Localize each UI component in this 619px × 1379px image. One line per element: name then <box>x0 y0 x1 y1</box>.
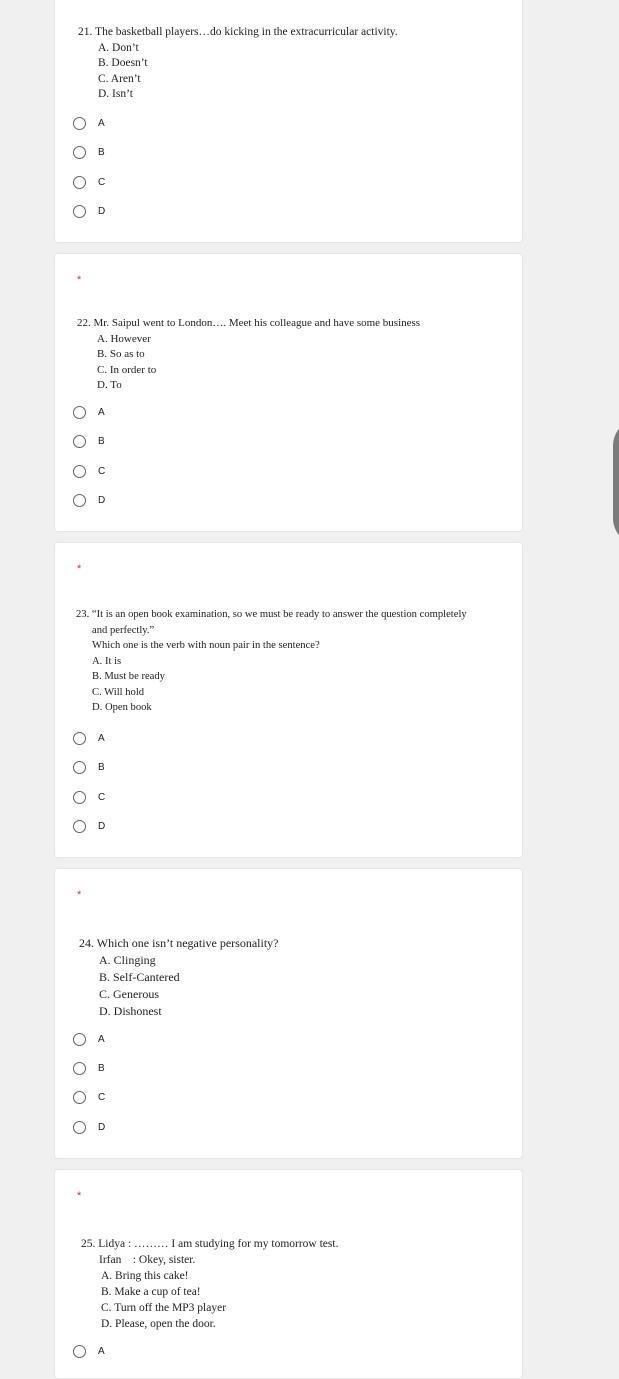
radio-circle-icon[interactable] <box>73 761 86 774</box>
radio-circle-icon[interactable] <box>73 406 86 419</box>
choice-line: D. To <box>97 379 122 391</box>
radio-option-a[interactable] <box>73 402 105 422</box>
radio-option-a[interactable] <box>73 113 105 133</box>
question-prompt: 24. Which one isn’t negative personality? <box>79 936 279 950</box>
radio-option-d[interactable] <box>73 816 105 836</box>
choice-line: B. So as to <box>97 348 145 360</box>
choice-line: C. Generous <box>99 987 159 1001</box>
question-card-22 <box>54 253 523 532</box>
radio-option-d[interactable] <box>73 201 105 221</box>
question-prompt: 21. The basketball players…do kicking in the extracurricular activity. <box>78 26 398 38</box>
question-prompt: 23. “It is an open book examination, so we must be ready to answer the question completely <box>76 609 467 620</box>
required-asterisk: * <box>77 889 82 901</box>
choice-line: D. Dishonest <box>99 1004 162 1018</box>
choice-line: A. However <box>97 332 151 345</box>
choice-line: D. Please, open the door. <box>101 1318 216 1330</box>
choice-line: A. Clinging <box>99 953 156 967</box>
option-label: B <box>98 1062 105 1074</box>
choice-line: A. It is <box>92 655 122 667</box>
choice-line: A. Bring this cake! <box>101 1270 189 1282</box>
radio-circle-icon[interactable] <box>73 1091 86 1104</box>
option-label: C <box>98 465 106 477</box>
option-label: A <box>98 732 105 744</box>
radio-circle-icon[interactable] <box>73 1062 86 1075</box>
radio-option-c[interactable] <box>73 461 105 481</box>
radio-circle-icon[interactable] <box>73 435 86 448</box>
radio-circle-icon[interactable] <box>73 117 86 130</box>
question-subprompt: Which one is the verb with noun pair in the sentence? <box>92 640 320 651</box>
radio-option-b[interactable] <box>73 1058 105 1078</box>
option-label: D <box>98 820 106 832</box>
dialogue-line: Irfan : Okey, sister. <box>99 1254 196 1266</box>
choice-line: C. Turn off the MP3 player <box>101 1302 227 1314</box>
radio-option-a[interactable] <box>73 1341 105 1361</box>
radio-circle-icon[interactable] <box>73 791 86 804</box>
radio-circle-icon[interactable] <box>73 820 86 833</box>
radio-option-a[interactable] <box>73 1029 105 1049</box>
radio-option-d[interactable] <box>73 1117 105 1137</box>
question-text-22 <box>77 316 420 394</box>
option-label: A <box>98 1033 105 1045</box>
choice-line: B. Make a cup of tea! <box>101 1286 201 1298</box>
choice-line: B. Doesn’t <box>98 57 148 69</box>
radio-option-d[interactable] <box>73 490 105 510</box>
question-text-21 <box>78 25 398 103</box>
choice-line: C. Aren’t <box>98 72 141 85</box>
radio-circle-icon[interactable] <box>73 1345 86 1358</box>
required-asterisk: * <box>77 1190 82 1202</box>
question-card-25 <box>54 1169 523 1379</box>
option-label: A <box>98 117 105 129</box>
option-label: C <box>98 176 106 188</box>
radio-circle-icon[interactable] <box>73 494 86 507</box>
question-card-23 <box>54 542 523 858</box>
choice-line: B. Must be ready <box>92 671 165 682</box>
question-text-23 <box>76 607 467 716</box>
option-label: C <box>98 791 106 803</box>
option-label: A <box>98 1345 105 1357</box>
option-label: B <box>98 761 105 773</box>
radio-option-b[interactable] <box>73 142 105 162</box>
option-label: C <box>98 1091 106 1103</box>
radio-circle-icon[interactable] <box>73 465 86 478</box>
question-text-24 <box>79 935 279 1020</box>
option-label: B <box>98 146 105 158</box>
choice-line: D. Isn’t <box>98 88 133 100</box>
required-asterisk: * <box>77 274 82 286</box>
option-label: D <box>98 494 106 506</box>
question-text-25 <box>81 1236 338 1332</box>
choice-line: A. Don’t <box>98 41 139 54</box>
radio-circle-icon[interactable] <box>73 176 86 189</box>
option-label: B <box>98 435 105 447</box>
radio-option-c[interactable] <box>73 787 105 807</box>
radio-circle-icon[interactable] <box>73 1121 86 1134</box>
radio-option-c[interactable] <box>73 172 105 192</box>
radio-option-a[interactable] <box>73 728 105 748</box>
question-card-21 <box>54 0 523 243</box>
choice-line: C. In order to <box>97 363 157 376</box>
radio-option-c[interactable] <box>73 1087 105 1107</box>
question-card-24 <box>54 868 523 1159</box>
option-label: D <box>98 1121 106 1133</box>
required-asterisk: * <box>77 563 82 575</box>
choice-line: D. Open book <box>92 702 152 713</box>
radio-circle-icon[interactable] <box>73 205 86 218</box>
option-label: D <box>98 205 106 217</box>
side-panel-handle[interactable] <box>613 418 619 546</box>
radio-circle-icon[interactable] <box>73 1033 86 1046</box>
option-label: A <box>98 406 105 418</box>
question-prompt: 25. Lidya : ……… I am studying for my tomorrow test. <box>81 1238 339 1250</box>
radio-option-b[interactable] <box>73 431 105 451</box>
radio-option-b[interactable] <box>73 757 105 777</box>
question-prompt-continued: and perfectly.” <box>92 624 155 636</box>
radio-circle-icon[interactable] <box>73 732 86 745</box>
choice-line: B. Self-Cantered <box>99 970 180 984</box>
radio-circle-icon[interactable] <box>73 146 86 159</box>
choice-line: C. Will hold <box>92 686 145 698</box>
question-prompt: 22. Mr. Saipul went to London…. Meet his colleague and have some business <box>77 317 421 329</box>
